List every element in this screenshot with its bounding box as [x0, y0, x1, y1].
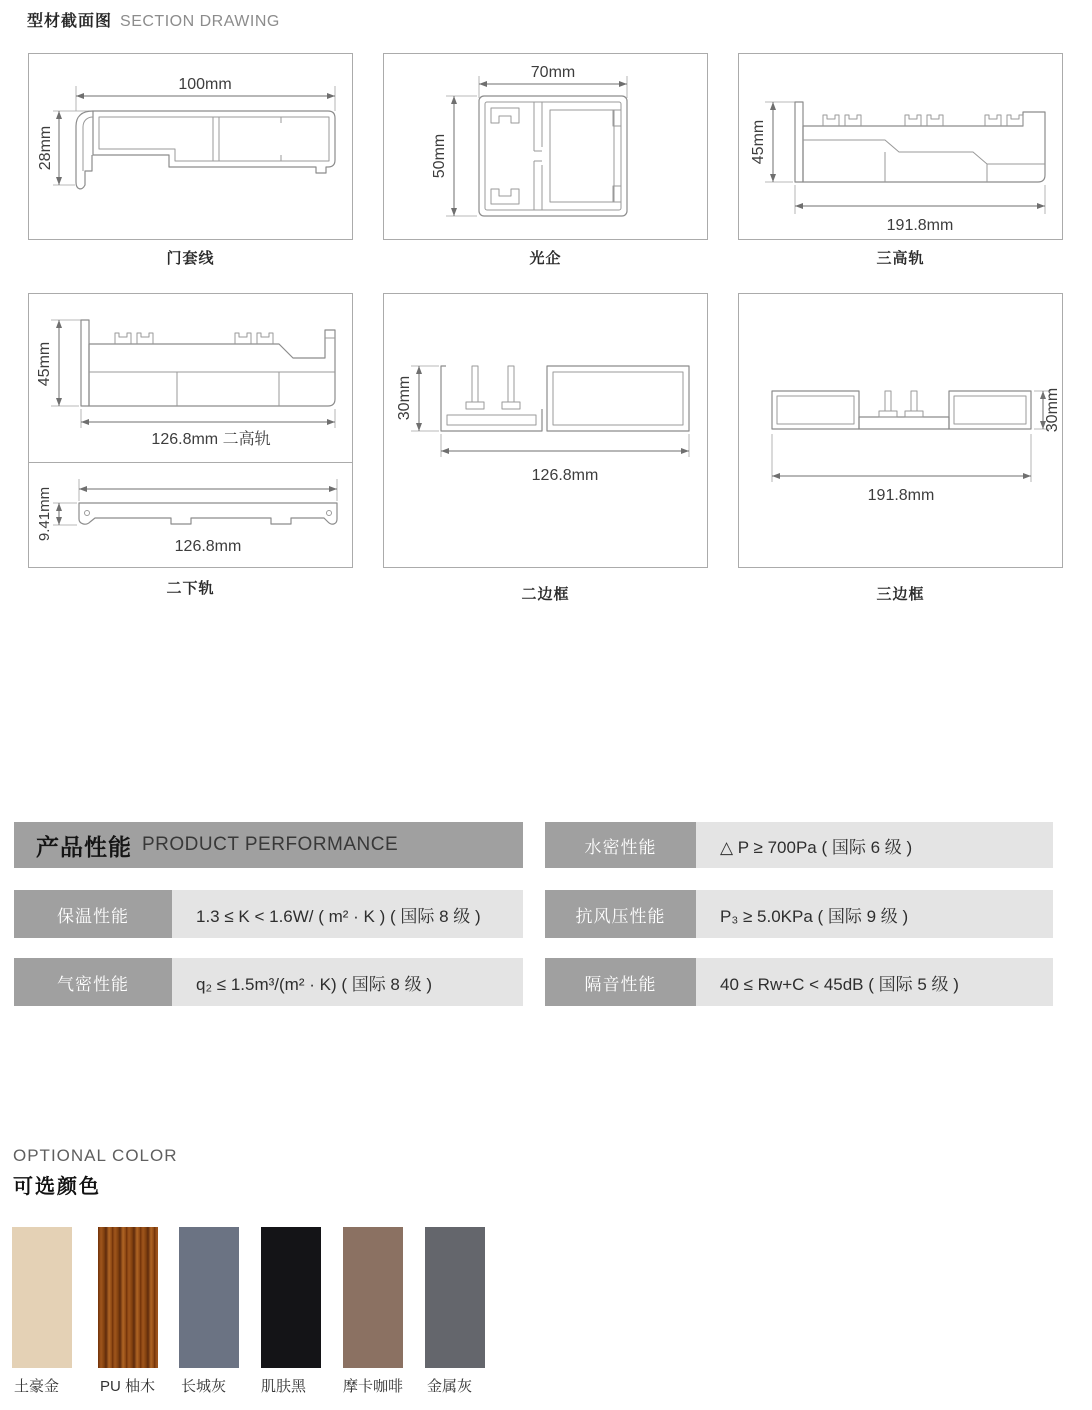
dim-30mm-2: 30mm — [1044, 387, 1061, 433]
swatch-label-skin-black: 肌肤黑 — [261, 1378, 307, 1395]
perf-label-thermal: 保温性能 — [14, 890, 172, 938]
section-panel-double-bottom-rail — [28, 462, 353, 568]
color-swatch-greatwall-gray — [179, 1227, 239, 1368]
perf-value-soundproof: 40 ≤ Rw+C < 45dB ( 国际 5 级 ) — [696, 958, 1053, 1006]
profile-drawing-double-high-rail — [29, 294, 352, 462]
swatch-label-pu-teak: PU 柚木 — [100, 1378, 156, 1395]
section-panel-triple-side-frame — [738, 293, 1063, 568]
perf-value-airtight: q₂ ≤ 1.5m³/(m² · K) ( 国际 8 级 ) — [172, 958, 523, 1006]
profile-drawing-double-bottom-rail — [29, 463, 352, 567]
profile-drawing-door-casing — [29, 54, 352, 239]
performance-header-zh: 产品性能 — [36, 833, 132, 860]
performance-header — [14, 822, 523, 868]
swatch-label-gold: 土豪金 — [14, 1378, 60, 1395]
performance-header-en: PRODUCT PERFORMANCE — [142, 834, 399, 855]
section-panel-guangqi — [383, 53, 708, 240]
dim-45mm: 45mm — [750, 119, 767, 165]
profile-drawing-guangqi — [384, 54, 707, 239]
profile-drawing-double-side-frame — [384, 294, 707, 567]
color-swatch-metal-gray — [425, 1227, 485, 1368]
panel-caption-guangqi: 光企 — [529, 250, 562, 267]
dim-28mm: 28mm — [37, 125, 54, 171]
section-drawing-title-zh: 型材截面图 — [27, 13, 113, 30]
perf-value-thermal: 1.3 ≤ K < 1.6W/ ( m² · K ) ( 国际 8 级 ) — [172, 890, 523, 938]
section-panel-door-casing — [28, 53, 353, 240]
panel-caption-triple-high-rail: 三高轨 — [876, 250, 925, 267]
optional-color-title-en: OPTIONAL COLOR — [13, 1146, 178, 1165]
dim-70mm: 70mm — [530, 64, 576, 81]
panel-caption-triple-side-frame: 三边框 — [876, 586, 925, 603]
panel-caption-double-side-frame: 二边框 — [521, 586, 570, 603]
section-drawing-title-en: SECTION DRAWING — [120, 13, 280, 30]
section-drawing-title — [27, 8, 280, 31]
swatch-label-metal-gray: 金属灰 — [427, 1378, 473, 1395]
perf-label-watertight: 水密性能 — [545, 822, 696, 868]
perf-label-soundproof: 隔音性能 — [545, 958, 696, 1006]
color-swatch-skin-black — [261, 1227, 321, 1368]
profile-drawing-triple-side-frame — [739, 294, 1062, 567]
dim-100mm: 100mm — [178, 76, 232, 93]
optional-color-title-zh: 可选颜色 — [13, 1176, 101, 1198]
dim-191-8mm: 191.8mm — [886, 217, 954, 234]
swatch-label-greatwall-gray: 长城灰 — [181, 1378, 227, 1395]
panel-caption-door-casing: 门套线 — [166, 250, 215, 267]
dim-126-8mm-bottom: 126.8mm — [174, 538, 242, 555]
panel-caption-double-bottom-rail: 二下轨 — [166, 580, 215, 597]
color-swatch-pu-teak — [98, 1227, 158, 1368]
perf-label-wind-pressure: 抗风压性能 — [545, 890, 696, 938]
perf-label-airtight: 气密性能 — [14, 958, 172, 1006]
dim-30mm: 30mm — [396, 375, 413, 421]
dim-50mm: 50mm — [431, 133, 448, 179]
section-panel-double-side-frame — [383, 293, 708, 568]
section-panel-triple-high-rail — [738, 53, 1063, 240]
dim-126-8mm-frame: 126.8mm — [531, 467, 599, 484]
dim-45mm-2: 45mm — [36, 341, 53, 387]
color-swatch-mocha-coffee — [343, 1227, 403, 1368]
profile-drawing-triple-high-rail — [739, 54, 1062, 239]
dim-191-8mm-frame: 191.8mm — [867, 487, 935, 504]
perf-value-watertight: △ P ≥ 700Pa ( 国际 6 级 ) — [696, 822, 1053, 868]
perf-value-wind-pressure: P₃ ≥ 5.0KPa ( 国际 9 级 ) — [696, 890, 1053, 938]
swatch-label-mocha-coffee: 摩卡咖啡 — [343, 1378, 404, 1395]
section-panel-double-high-rail — [28, 293, 353, 463]
dim-9-41mm: 9.41mm — [36, 486, 53, 542]
dim-126-8mm-high-rail: 126.8mm 二高轨 — [151, 431, 271, 448]
color-swatch-gold — [12, 1227, 72, 1368]
